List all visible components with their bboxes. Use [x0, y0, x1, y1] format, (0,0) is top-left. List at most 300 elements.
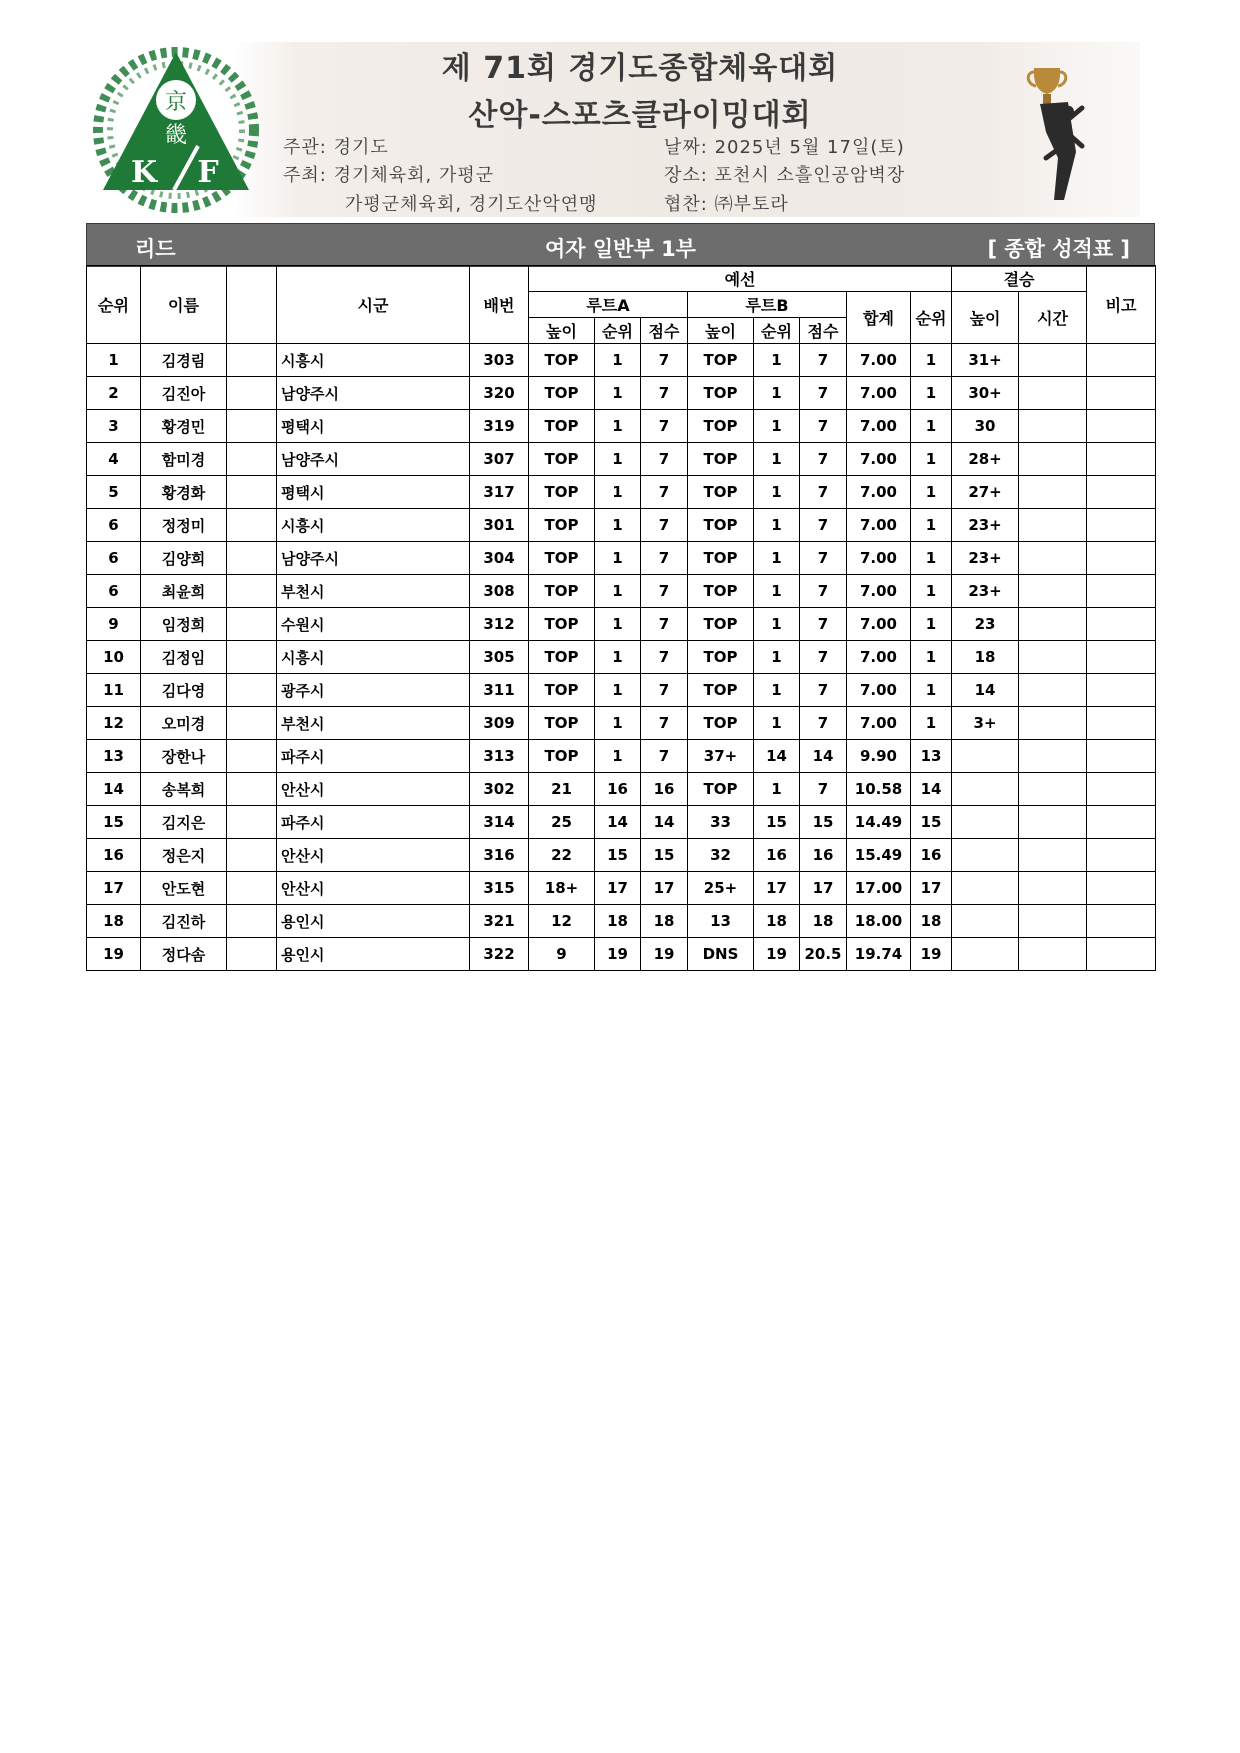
bib-cell: 322 [470, 938, 529, 971]
rank-cell: 17 [87, 872, 141, 905]
organizer-line [283, 133, 389, 159]
bib-cell: 312 [470, 608, 529, 641]
logo-char-middle: 畿 [164, 123, 188, 148]
total-cell: 7.00 [847, 674, 911, 707]
sponsor-line [664, 190, 789, 216]
table-row [87, 872, 1156, 905]
host-value-1: 경기체육회, 가평군 [333, 165, 495, 186]
route-a-rank-cell: 1 [595, 707, 641, 740]
bib-cell: 311 [470, 674, 529, 707]
blank-cell [227, 377, 277, 410]
qual-rank-cell: 1 [911, 344, 952, 377]
city-cell: 안산시 [277, 773, 470, 806]
remarks-cell [1087, 707, 1156, 740]
blank-cell [227, 872, 277, 905]
route-a-points-cell: 7 [641, 575, 688, 608]
name-cell: 송복희 [141, 773, 227, 806]
qual-rank-cell: 19 [911, 938, 952, 971]
qual-rank-cell: 1 [911, 476, 952, 509]
total-cell: 7.00 [847, 542, 911, 575]
remarks-cell [1087, 377, 1156, 410]
remarks-cell [1087, 839, 1156, 872]
route-b-rank-cell: 1 [754, 443, 800, 476]
remarks-cell [1087, 674, 1156, 707]
route-b-height-cell: 32 [688, 839, 754, 872]
qual-rank-cell: 1 [911, 542, 952, 575]
final-height-cell: 28+ [952, 443, 1019, 476]
header-rank: 순위 [87, 266, 141, 344]
route-a-height-cell: 22 [529, 839, 595, 872]
route-b-points-cell: 7 [800, 410, 847, 443]
blank-cell [227, 476, 277, 509]
remarks-cell [1087, 608, 1156, 641]
rank-cell: 18 [87, 905, 141, 938]
city-cell: 남양주시 [277, 377, 470, 410]
qual-rank-cell: 17 [911, 872, 952, 905]
qual-rank-cell: 1 [911, 443, 952, 476]
bib-cell: 309 [470, 707, 529, 740]
total-cell: 15.49 [847, 839, 911, 872]
blank-cell [227, 509, 277, 542]
header-city: 시군 [277, 266, 470, 344]
rank-cell: 4 [87, 443, 141, 476]
rank-cell: 2 [87, 377, 141, 410]
name-cell: 함미경 [141, 443, 227, 476]
venue-label: 장소: [664, 165, 708, 186]
route-a-rank-cell: 1 [595, 575, 641, 608]
table-row [87, 509, 1156, 542]
host-label: 주최: [283, 165, 327, 186]
final-time-cell [1019, 542, 1087, 575]
route-a-rank-cell: 16 [595, 773, 641, 806]
route-b-height-cell: TOP [688, 608, 754, 641]
blank-cell [227, 905, 277, 938]
final-time-cell [1019, 509, 1087, 542]
route-b-height-cell: TOP [688, 674, 754, 707]
results-table [86, 265, 1156, 971]
city-cell: 평택시 [277, 476, 470, 509]
total-cell: 7.00 [847, 575, 911, 608]
blank-cell [227, 839, 277, 872]
route-a-height-cell: TOP [529, 443, 595, 476]
header-route-a: 루트A [529, 292, 688, 318]
route-b-rank-cell: 1 [754, 575, 800, 608]
date-line [664, 133, 905, 159]
route-a-points-cell: 18 [641, 905, 688, 938]
bib-cell: 313 [470, 740, 529, 773]
route-b-points-cell: 7 [800, 707, 847, 740]
route-a-points-cell: 7 [641, 674, 688, 707]
city-cell: 남양주시 [277, 542, 470, 575]
table-row [87, 476, 1156, 509]
city-cell: 시흥시 [277, 641, 470, 674]
remarks-cell [1087, 542, 1156, 575]
total-cell: 18.00 [847, 905, 911, 938]
category-bar [86, 223, 1155, 267]
rank-cell: 14 [87, 773, 141, 806]
city-cell: 안산시 [277, 872, 470, 905]
bib-cell: 302 [470, 773, 529, 806]
blank-cell [227, 443, 277, 476]
route-a-points-cell: 7 [641, 410, 688, 443]
city-cell: 용인시 [277, 905, 470, 938]
route-a-points-cell: 7 [641, 740, 688, 773]
blank-cell [227, 806, 277, 839]
remarks-cell [1087, 806, 1156, 839]
route-a-height-cell: TOP [529, 575, 595, 608]
final-time-cell [1019, 674, 1087, 707]
bib-cell: 314 [470, 806, 529, 839]
route-a-rank-cell: 1 [595, 542, 641, 575]
name-cell: 안도현 [141, 872, 227, 905]
route-a-height-cell: TOP [529, 476, 595, 509]
route-b-rank-cell: 1 [754, 509, 800, 542]
host-line [283, 161, 494, 187]
city-cell: 부천시 [277, 707, 470, 740]
route-a-height-cell: 21 [529, 773, 595, 806]
remarks-cell [1087, 740, 1156, 773]
final-height-cell: 23+ [952, 509, 1019, 542]
rank-cell: 6 [87, 542, 141, 575]
header-name: 이름 [141, 266, 227, 344]
remarks-cell [1087, 443, 1156, 476]
final-height-cell: 18 [952, 641, 1019, 674]
table-row [87, 707, 1156, 740]
total-cell: 7.00 [847, 443, 911, 476]
bib-cell: 305 [470, 641, 529, 674]
name-cell: 김정임 [141, 641, 227, 674]
route-b-height-cell: TOP [688, 707, 754, 740]
route-a-points-cell: 17 [641, 872, 688, 905]
remarks-cell [1087, 872, 1156, 905]
table-row [87, 674, 1156, 707]
name-cell: 김진아 [141, 377, 227, 410]
route-a-rank-cell: 1 [595, 608, 641, 641]
table-row [87, 641, 1156, 674]
route-b-rank-cell: 14 [754, 740, 800, 773]
route-b-rank-cell: 1 [754, 608, 800, 641]
blank-cell [227, 608, 277, 641]
city-cell: 용인시 [277, 938, 470, 971]
route-b-rank-cell: 1 [754, 476, 800, 509]
route-b-height-cell: TOP [688, 509, 754, 542]
header-route-b: 루트B [688, 292, 847, 318]
name-cell: 정정미 [141, 509, 227, 542]
route-b-rank-cell: 1 [754, 674, 800, 707]
route-b-height-cell: 33 [688, 806, 754, 839]
route-b-rank-cell: 1 [754, 542, 800, 575]
name-cell: 정은지 [141, 839, 227, 872]
route-b-height-cell: 13 [688, 905, 754, 938]
venue-value: 포천시 소흘인공암벽장 [714, 165, 906, 186]
route-a-rank-cell: 15 [595, 839, 641, 872]
route-b-rank-cell: 1 [754, 707, 800, 740]
route-b-rank-cell: 18 [754, 905, 800, 938]
table-row [87, 608, 1156, 641]
blank-cell [227, 344, 277, 377]
remarks-cell [1087, 905, 1156, 938]
name-cell: 김지은 [141, 806, 227, 839]
sponsor-value: ㈜부토라 [714, 194, 789, 215]
route-a-height-cell: TOP [529, 608, 595, 641]
bib-cell: 317 [470, 476, 529, 509]
rank-cell: 6 [87, 575, 141, 608]
remarks-cell [1087, 641, 1156, 674]
route-a-rank-cell: 17 [595, 872, 641, 905]
route-b-height-cell: TOP [688, 443, 754, 476]
qual-rank-cell: 16 [911, 839, 952, 872]
rank-cell: 9 [87, 608, 141, 641]
final-height-cell: 30 [952, 410, 1019, 443]
total-cell: 17.00 [847, 872, 911, 905]
final-time-cell [1019, 476, 1087, 509]
name-cell: 김다영 [141, 674, 227, 707]
city-cell: 광주시 [277, 674, 470, 707]
route-a-points-cell: 14 [641, 806, 688, 839]
event-title: 제 71회 경기도종합체육대회 [441, 51, 839, 86]
route-b-rank-cell: 1 [754, 344, 800, 377]
final-time-cell [1019, 443, 1087, 476]
final-height-cell: 23+ [952, 542, 1019, 575]
blank-cell [227, 410, 277, 443]
table-row [87, 443, 1156, 476]
rank-cell: 15 [87, 806, 141, 839]
header-route-a-height: 높이 [529, 318, 595, 344]
qual-rank-cell: 1 [911, 377, 952, 410]
remarks-cell [1087, 773, 1156, 806]
final-height-cell: 14 [952, 674, 1019, 707]
route-b-points-cell: 16 [800, 839, 847, 872]
route-b-points-cell: 7 [800, 443, 847, 476]
table-row [87, 377, 1156, 410]
route-b-points-cell: 7 [800, 773, 847, 806]
name-cell: 장한나 [141, 740, 227, 773]
header-qualification: 예선 [529, 266, 952, 292]
final-time-cell [1019, 410, 1087, 443]
route-a-rank-cell: 1 [595, 509, 641, 542]
final-time-cell [1019, 707, 1087, 740]
blank-cell [227, 707, 277, 740]
header-remarks: 비고 [1087, 266, 1156, 344]
city-cell: 파주시 [277, 806, 470, 839]
results-body [87, 344, 1156, 971]
city-cell: 안산시 [277, 839, 470, 872]
bib-cell: 321 [470, 905, 529, 938]
name-cell: 김경림 [141, 344, 227, 377]
city-cell: 시흥시 [277, 344, 470, 377]
name-cell: 김양희 [141, 542, 227, 575]
organizer-value: 경기도 [333, 137, 389, 158]
final-height-cell: 27+ [952, 476, 1019, 509]
route-a-points-cell: 7 [641, 344, 688, 377]
final-time-cell [1019, 740, 1087, 773]
header-route-a-rank: 순위 [595, 318, 641, 344]
blank-cell [227, 575, 277, 608]
table-row [87, 575, 1156, 608]
city-cell: 수원시 [277, 608, 470, 641]
route-a-height-cell: TOP [529, 509, 595, 542]
qual-rank-cell: 1 [911, 674, 952, 707]
final-height-cell [952, 872, 1019, 905]
header-total: 합계 [847, 292, 911, 344]
remarks-cell [1087, 509, 1156, 542]
final-time-cell [1019, 608, 1087, 641]
name-cell: 임정희 [141, 608, 227, 641]
logo-letter-k: K [130, 155, 158, 190]
final-time-cell [1019, 872, 1087, 905]
rank-cell: 6 [87, 509, 141, 542]
route-b-rank-cell: 16 [754, 839, 800, 872]
route-b-points-cell: 7 [800, 575, 847, 608]
rank-cell: 11 [87, 674, 141, 707]
route-a-points-cell: 15 [641, 839, 688, 872]
total-cell: 7.00 [847, 608, 911, 641]
final-time-cell [1019, 839, 1087, 872]
remarks-cell [1087, 344, 1156, 377]
route-b-height-cell: DNS [688, 938, 754, 971]
city-cell: 부천시 [277, 575, 470, 608]
rank-cell: 1 [87, 344, 141, 377]
route-b-height-cell: TOP [688, 476, 754, 509]
final-time-cell [1019, 344, 1087, 377]
final-height-cell [952, 740, 1019, 773]
name-cell: 오미경 [141, 707, 227, 740]
venue-line [664, 161, 905, 187]
route-b-rank-cell: 19 [754, 938, 800, 971]
qual-rank-cell: 1 [911, 509, 952, 542]
route-a-height-cell: TOP [529, 641, 595, 674]
route-b-points-cell: 7 [800, 641, 847, 674]
final-height-cell [952, 773, 1019, 806]
route-b-rank-cell: 17 [754, 872, 800, 905]
rank-cell: 19 [87, 938, 141, 971]
route-b-height-cell: TOP [688, 641, 754, 674]
header-route-a-points: 점수 [641, 318, 688, 344]
rank-cell: 3 [87, 410, 141, 443]
blank-cell [227, 641, 277, 674]
table-row [87, 410, 1156, 443]
route-b-height-cell: TOP [688, 377, 754, 410]
route-a-height-cell: TOP [529, 740, 595, 773]
name-cell: 최윤희 [141, 575, 227, 608]
route-a-height-cell: 18+ [529, 872, 595, 905]
route-b-rank-cell: 1 [754, 641, 800, 674]
final-time-cell [1019, 905, 1087, 938]
discipline-label: 리드 [135, 237, 176, 261]
bib-cell: 303 [470, 344, 529, 377]
route-b-points-cell: 7 [800, 377, 847, 410]
remarks-cell [1087, 410, 1156, 443]
city-cell: 파주시 [277, 740, 470, 773]
route-a-points-cell: 19 [641, 938, 688, 971]
sponsor-label: 협찬: [664, 194, 708, 215]
route-b-rank-cell: 1 [754, 377, 800, 410]
route-b-height-cell: TOP [688, 542, 754, 575]
bib-cell: 301 [470, 509, 529, 542]
total-cell: 19.74 [847, 938, 911, 971]
route-a-height-cell: TOP [529, 344, 595, 377]
remarks-cell [1087, 938, 1156, 971]
route-b-height-cell: 37+ [688, 740, 754, 773]
route-b-points-cell: 18 [800, 905, 847, 938]
route-b-points-cell: 7 [800, 509, 847, 542]
total-cell: 7.00 [847, 476, 911, 509]
qual-rank-cell: 1 [911, 707, 952, 740]
total-cell: 7.00 [847, 707, 911, 740]
qual-rank-cell: 1 [911, 410, 952, 443]
route-a-rank-cell: 14 [595, 806, 641, 839]
bib-cell: 307 [470, 443, 529, 476]
bib-cell: 320 [470, 377, 529, 410]
host-line-2: 가평군체육회, 경기도산악연맹 [345, 194, 598, 215]
logo-char-top: 京 [164, 90, 188, 115]
route-a-rank-cell: 1 [595, 740, 641, 773]
blank-cell [227, 542, 277, 575]
final-height-cell [952, 938, 1019, 971]
table-row [87, 938, 1156, 971]
route-b-height-cell: TOP [688, 410, 754, 443]
rank-cell: 16 [87, 839, 141, 872]
route-b-rank-cell: 15 [754, 806, 800, 839]
header-route-b-rank: 순위 [754, 318, 800, 344]
final-time-cell [1019, 377, 1087, 410]
qual-rank-cell: 13 [911, 740, 952, 773]
table-row [87, 344, 1156, 377]
route-b-points-cell: 15 [800, 806, 847, 839]
rank-cell: 13 [87, 740, 141, 773]
route-a-height-cell: 25 [529, 806, 595, 839]
final-time-cell [1019, 773, 1087, 806]
rank-cell: 5 [87, 476, 141, 509]
route-b-points-cell: 7 [800, 542, 847, 575]
total-cell: 7.00 [847, 344, 911, 377]
total-cell: 7.00 [847, 509, 911, 542]
header-route-b-points: 점수 [800, 318, 847, 344]
blank-cell [227, 740, 277, 773]
route-b-points-cell: 7 [800, 344, 847, 377]
climber-trophy-icon [1020, 62, 1090, 202]
header-bib: 배번 [470, 266, 529, 344]
blank-cell [227, 674, 277, 707]
header-final-time: 시간 [1019, 292, 1087, 344]
table-row [87, 839, 1156, 872]
final-time-cell [1019, 641, 1087, 674]
blank-cell [227, 938, 277, 971]
division-label: 여자 일반부 1부 [545, 237, 696, 261]
header-final-height: 높이 [952, 292, 1019, 344]
total-cell: 7.00 [847, 641, 911, 674]
logo-letter-f: F [197, 155, 219, 190]
header-qual-rank: 순위 [911, 292, 952, 344]
city-cell: 남양주시 [277, 443, 470, 476]
name-cell: 정다솜 [141, 938, 227, 971]
bib-cell: 319 [470, 410, 529, 443]
final-height-cell: 31+ [952, 344, 1019, 377]
qual-rank-cell: 18 [911, 905, 952, 938]
total-cell: 9.90 [847, 740, 911, 773]
bib-cell: 316 [470, 839, 529, 872]
route-b-points-cell: 7 [800, 608, 847, 641]
route-a-rank-cell: 19 [595, 938, 641, 971]
route-b-rank-cell: 1 [754, 410, 800, 443]
name-cell: 황경화 [141, 476, 227, 509]
header-route-b-height: 높이 [688, 318, 754, 344]
route-a-points-cell: 7 [641, 608, 688, 641]
final-height-cell: 3+ [952, 707, 1019, 740]
final-height-cell [952, 839, 1019, 872]
table-row [87, 542, 1156, 575]
route-b-height-cell: TOP [688, 773, 754, 806]
